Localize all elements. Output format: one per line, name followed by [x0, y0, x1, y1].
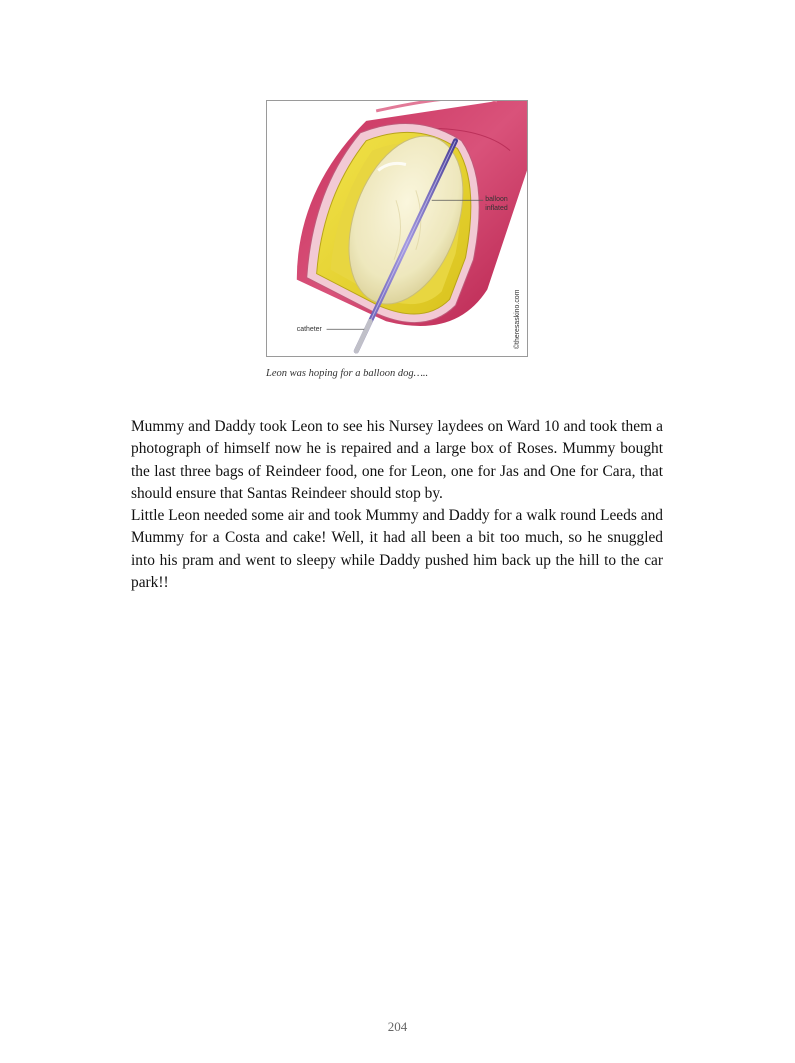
artery-illustration	[267, 101, 527, 356]
paragraph-ward-visit: Mummy and Daddy took Leon to see his Nursey laydees on Ward 10 and took them a photograph of himself now he is repaired and a large box of Roses. Mummy bought the last three bags of Reindeer food, one for Leon, one for Jas and One for Cara, that should ensure that Santas Reindeer should stop by.	[131, 418, 663, 502]
figure-caption: Leon was hoping for a balloon dog…..	[266, 368, 429, 379]
image-credit: ©theresaskino.com	[514, 289, 522, 350]
balloon-label-line1: balloon	[485, 196, 508, 204]
balloon-label-line2: inflated	[485, 205, 508, 213]
body-text	[131, 416, 663, 594]
artery-balloon-figure	[266, 100, 528, 357]
paragraph-leeds-walk: Little Leon needed some air and took Mummy and Daddy for a walk round Leeds and Mummy for a Costa and cake! Well, it had all been a bit too much, so he snuggled into his pram and went to sleepy while Daddy pushed him back up the hill to the car park!!	[131, 507, 663, 592]
page-number: 204	[387, 1019, 408, 1034]
catheter-label: catheter	[296, 326, 322, 334]
